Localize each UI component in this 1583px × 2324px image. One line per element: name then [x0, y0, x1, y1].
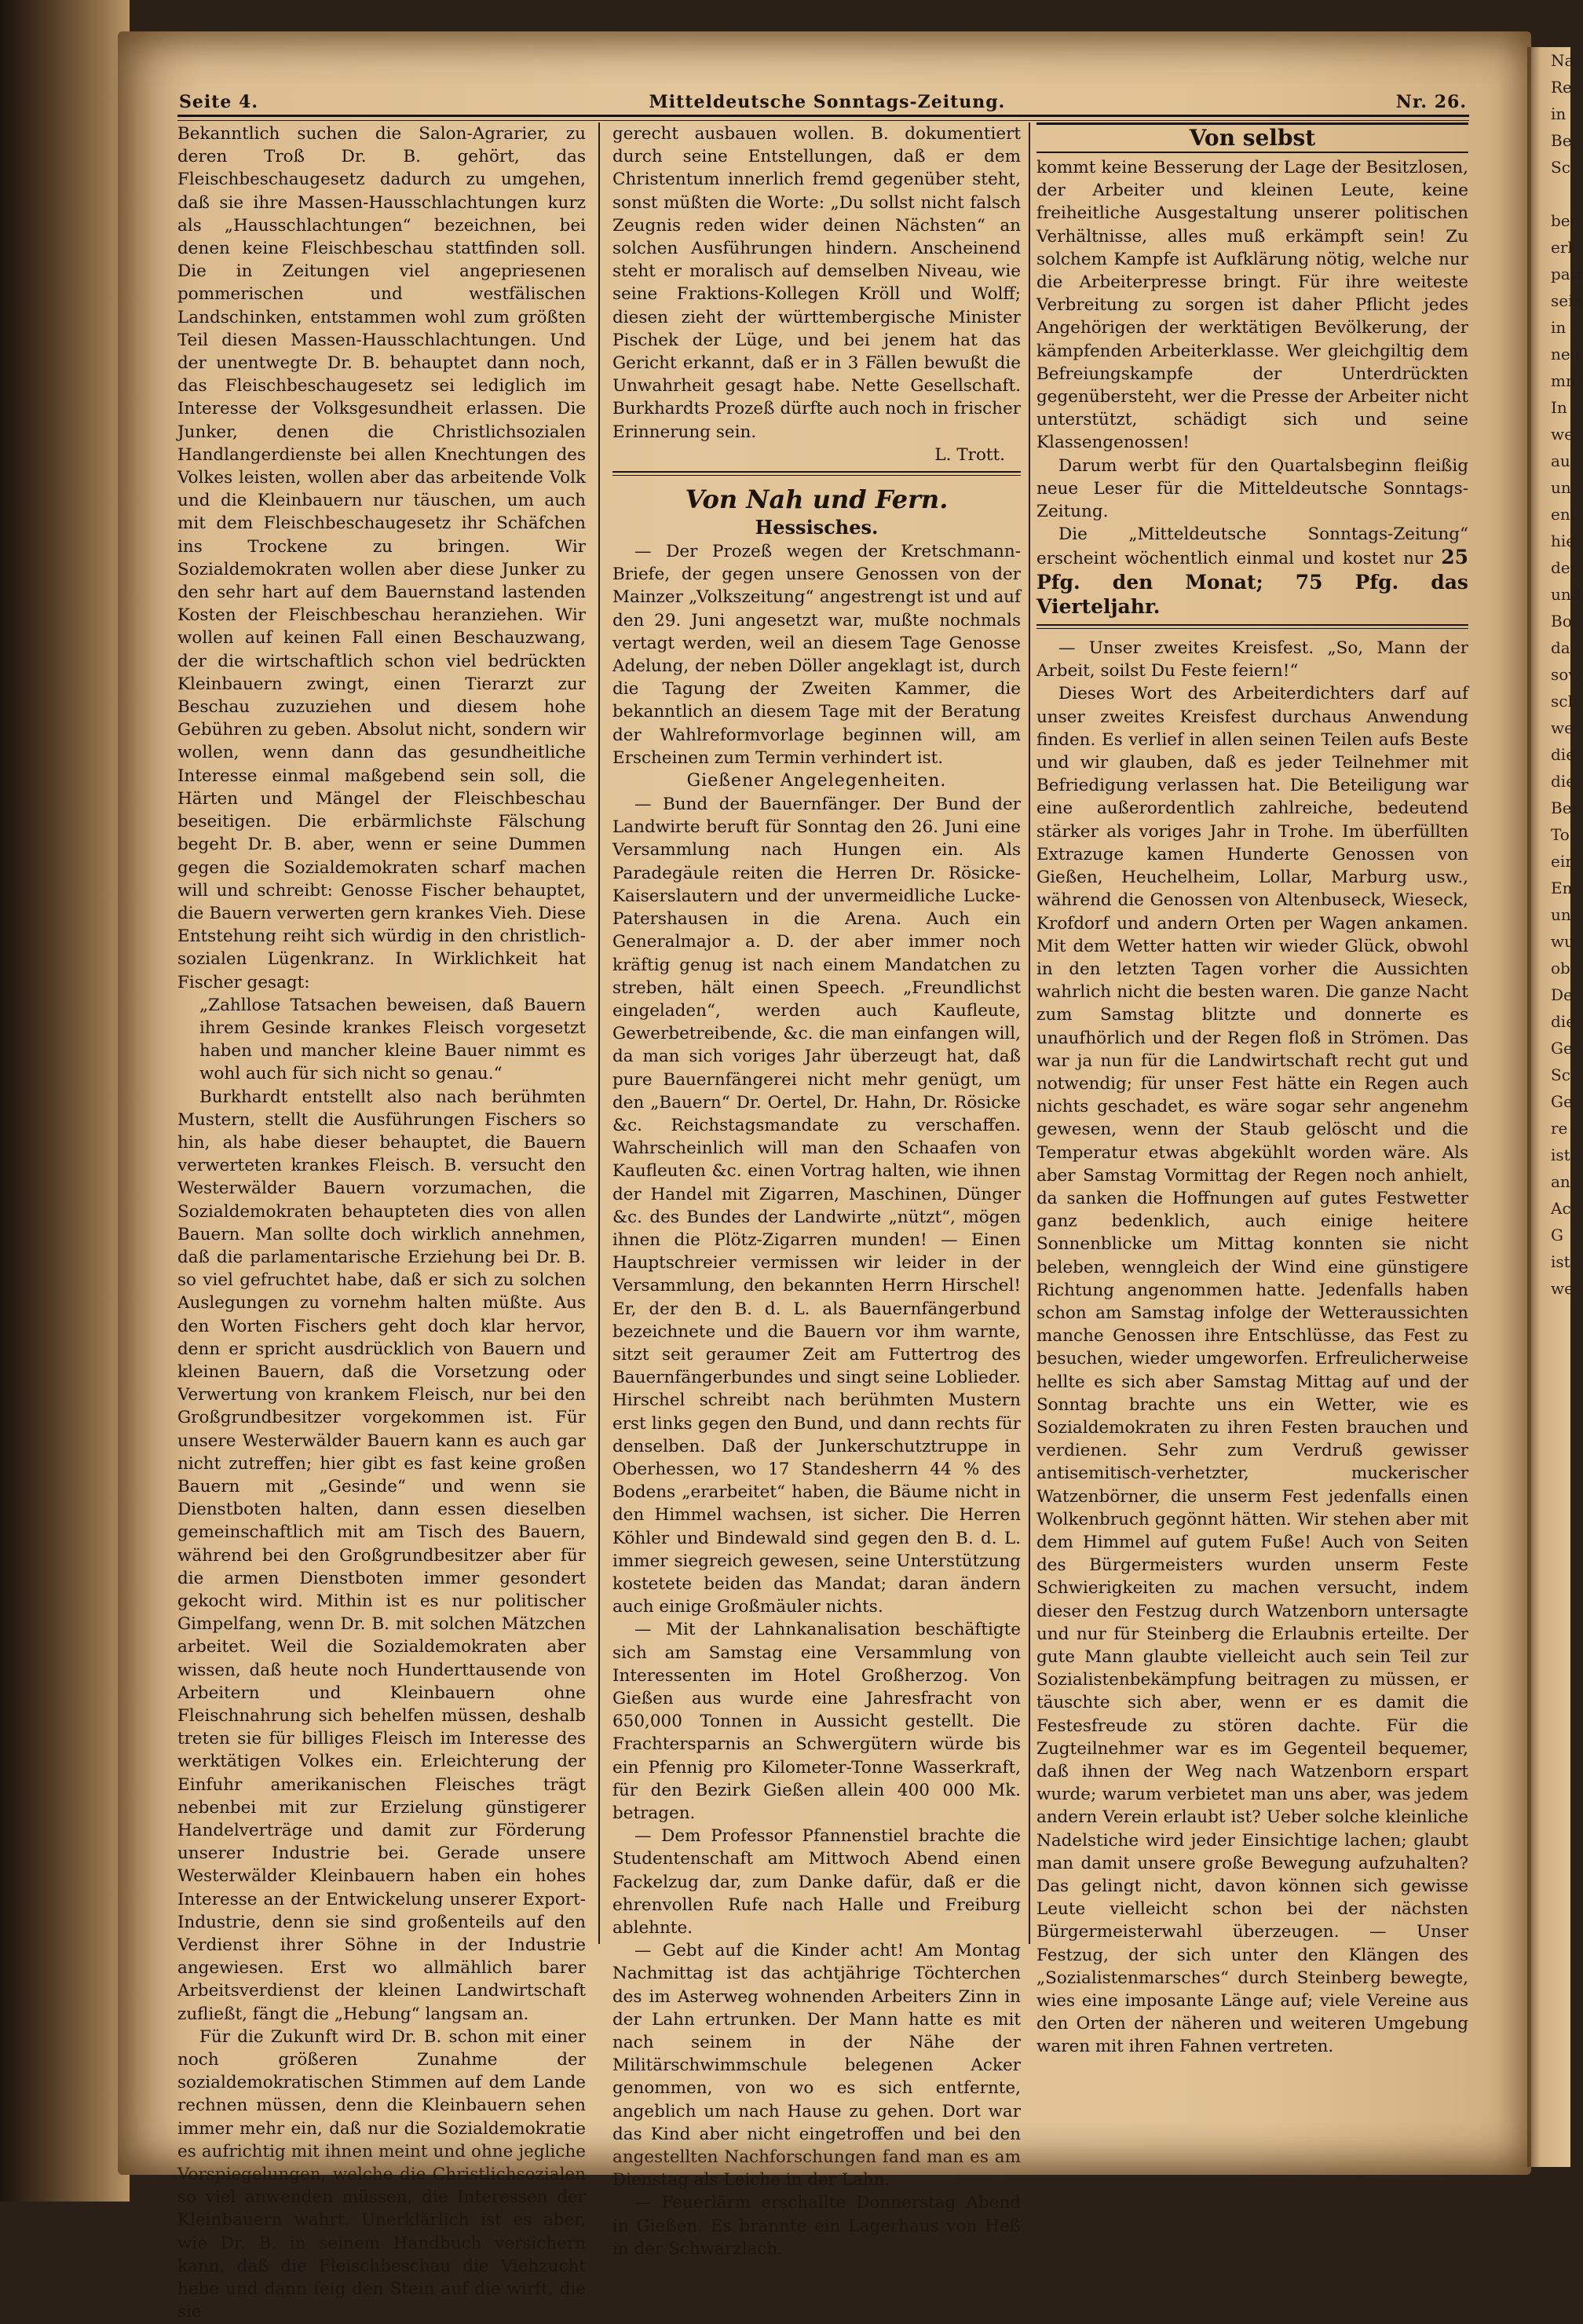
news-item: — Unser zweites Kreisfest. „So, Mann der Arbeit, soilst Du Feste feiern!“	[1036, 638, 1468, 681]
news-item: — Mit der Lahnkanalisation beschäftigte sich am Samstag eine Versammlung von Interessenten im Hotel Großherzog. Von Gießen aus wurde eine Jahresfracht von 650,000 Tonnen in Aussicht gestellt. Die Frachtersparnis an Schwergütern würde bis ein Pfennig pro Kilometer-Tonne Wasserkraft, für den Bezirk Gießen allein 400 000 Mk. betragen.	[612, 1620, 1021, 1824]
article-paragraph: Bekanntlich suchen die Salon-Agrarier, zu deren Troß Dr. B. gehört, das Fleischbeschaugesetz dadurch zu umgehen, daß sie ihre Massen-Hausschlachtungen kurz als „Hausschlachtungen“ bezeichnen, bei denen keine Fleischbeschau stattfinden soll. Die in Zeitungen viel angepriesenen pommerischen und westfälischen Landschinken, entstammen wohl zum größten Teil diesen Massen-Hausschlachtungen. Und der unentwegte Dr. B. behauptet dann noch, das Fleischbeschaugesetz sei lediglich im Interesse der Volksgesundheit erlassen. Die Junker, denen die Christlichsozialen Handlangerdienste bei allen Knechtungen des Volkes leisten, wollen aber das arbeitende Volk und die Kleinbauern nur täuschen, um auch mit dem Fleischbeschaugesetz ihr Schäfchen ins Trockene zu bringen. Wir Sozialdemokraten wollen aber diese Junker zu den sehr hart auf dem Bauernstand lastenden Kosten der Fleischbeschau heranziehen. Wir wollen auf keinen Fall einen Beschauzwang, der die wirtschaftlich schon viel bedrückten Kleinbauern zwingt, einen Tierarzt zur Beschau zuzuziehen und diesem hohe Gebühren zu geben. Absolut nicht, sondern wir wollen, wenn dann das gesundheitliche Interesse einmal maßgebend sein soll, die Härten und Mängel der Fleischbeschau beseitigen. Die erbärmlichste Fälschung begeht Dr. B. aber, wenn er seine Dummen gegen die Sozialdemokraten scharf machen will und schreibt: Genosse Fischer behauptet, die Bauern verwerten gern krankes Vieh. Diese Entstehung reiht sich würdig in den christlich-sozialen Lügenkranz. In Wirklichkeit hat Fischer gesagt:	[177, 124, 586, 992]
article-paragraph: Für die Zukunft wird Dr. B. schon mit einer noch größeren Zunahme der sozialdemokratischen Stimmen auf dem Lande rechnen müssen, denn die Kleinbauern sehen immer mehr ein, daß nur die Sozialdemokratie es aufrichtig mit ihnen meint und ohne jegliche Vorspiegelungen, welche die Christlichsozialen so viel anwenden müssen, die Interessen der Kleinbauern wahrt. Unerklärlich ist es aber, wie Dr. B. in seinem Handbuch versichern kann, daß die Fleischbeschau die Viehzucht hebe und dann feig den Stein auf die wirft, die sie	[177, 2026, 586, 2322]
news-item: — Der Prozeß wegen der Kretschmann-Briefe, der gegen unsere Genossen von der Mainzer „Volkszeitung“ angestrengt ist und auf den 29. Juni angesetzt war, mußte nochmals vertagt werden, weil an diesem Tage Genosse Adelung, der neben Döller angeklagt ist, durch die Tagung der Zweiten Kammer, die bekanntlich an diesem Tage mit der Beratung der Wahlreformvorlage beginnen will, am Erscheinen zum Termin verhindert ist.	[612, 542, 1021, 768]
section-rule	[1036, 624, 1468, 629]
adjacent-page-text-fragments: Na Re in Be Sc ber erk pari sein in neu mn In we au un ent hie der und Bo da sow sch we die die Ber To eir En un wu ob De die Ge Sc Ge re ist an Ac G ist we	[1551, 51, 1583, 1298]
issue-number: Nr. 26.	[1395, 92, 1467, 112]
subheading: Gießener Angelegenheiten.	[686, 771, 947, 791]
column-3	[1036, 122, 1469, 2057]
notice-paragraph: Darum werbt für den Quartalsbeginn fleißig neue Leser für die Mitteldeutsche Sonntags-Zeitung.	[1036, 455, 1468, 522]
subscription-notice	[1036, 523, 1468, 619]
section-title: Von Nah und Fern.	[685, 484, 949, 515]
adjacent-page-edge	[1527, 47, 1583, 2167]
header-rule	[177, 115, 1469, 121]
news-item: — Feuerlärm erschallte Donnerstag Abend in Gießen. Es brannte ein Lagerhaus von Heß in der Schwarzlach.	[612, 2193, 1021, 2259]
notice-paragraph: kommt keine Besserung der Lage der Besitzlosen, der Arbeiter und kleinen Leute, keine freiheitliche Ausgestaltung unserer politischen Verhältnisse, alles muß erkämpft sein! Zu solchem Kampfe ist Aufklärung nötig, welche nur die Arbeiterpresse bringt. Für ihre weiteste Verbreitung zu sorgen ist daher Pflicht jedes Angehörigen der werktätigen Bevölkerung, der kämpfenden Arbeiterklasse. Wer gleichgiltig dem Befreiungskampfe der Unterdrückten gegenübersteht, wer die Presse der Arbeiter nicht unterstützt, schädigt sich und seine Klassengenossen!	[1036, 158, 1469, 453]
article-paragraph: Burkhardt entstellt also nach berühmten Mustern, stellt die Ausführungen Fischers so hin, als habe dieser behauptet, die Bauern verwerteten krankes Fleisch. B. versucht den Westerwälder Bauern vorzumachen, die Sozialdemokraten behaupteten dies von allen Bauern. Man sollte doch wirklich annehmen, daß die parlamentarische Erziehung bei Dr. B. so viel gefruchtet habe, daß er sich zu solchen Auslegungen zu vornehm halten müßte. Aus den Worten Fischers geht doch klar hervor, denn er spricht ausdrücklich von Bauern und kleinen Bauern, daß die Vorsetzung oder Verwertung von krankem Fleisch, nur bei den Großgrundbesitzer vorgekommen ist. Für unsere Westerwälder Bauern kann es auch gar nicht zutreffen; hier gibt es fast keine großen Bauern mit „Gesinde“ und wenn sie Dienstboten halten, dann essen dieselben gemeinschaftlich mit am Tisch des Bauern, während bei den Großgrundbesitzer aber für die armen Dienstboten immer gesondert gekocht wird. Mithin ist es nur politischer Gimpelfang, wenn Dr. B. mit solchen Mätzchen arbeitet. Weil die Sozialdemokraten aber wissen, daß heute noch Hunderttausende von Arbeitern und Kleinbauern ohne Fleischnahrung sich behelfen müssen, deshalb treten sie für billiges Fleisch im Interesse des werktätigen Volkes ein. Erleichterung der Einfuhr amerikanischen Fleisches trägt nebenbei mit zur Erzielung günstigerer Handelverträge und damit zur Förderung unserer Industrie bei. Gerade unsere Westerwälder Kleinbauern haben ein hohes Interesse an der Entwickelung unserer Export-Industrie, denn sie sind großenteils auf den Verdienst ihrer Söhne in der Industrie angewiesen. Erst wo allmählich barer Arbeitsverdienst der kleinen Landwirtschaft zufließt, fängt die „Hebung“ langsam an.	[177, 1087, 586, 2024]
region-heading: Hessisches.	[755, 516, 879, 539]
masthead: Mitteldeutsche Sonntags-Zeitung.	[649, 92, 1006, 112]
column-divider	[1029, 122, 1030, 1944]
column-divider	[598, 122, 600, 1944]
news-item: — Dem Professor Pfannenstiel brachte die Studentenschaft am Mittwoch Abend einen Fackelzug dar, zum Danke dafür, daß er die ehrenvollen Rufe nach Halle und Freiburg ablehnte.	[612, 1826, 1021, 1938]
author-signature: L. Trott.	[934, 444, 1005, 465]
notice-title: Von selbst	[1036, 122, 1468, 153]
subscription-text: Die „Mitteldeutsche Sonntags-Zeitung“ erscheint wöchentlich einmal und kostet nur	[1036, 524, 1468, 569]
subscription-price: 25 Pfg. den Monat; 75 Pfg. das Vierteljahr.	[1036, 546, 1468, 618]
page-number: Seite 4.	[179, 92, 259, 112]
quotation: „Zahllose Tatsachen beweisen, daß Bauern ihrem Gesinde krankes Fleisch vorgesetzt haben und mancher kleine Bauer nimmt es wohl auch für sich nicht so genau.“	[199, 995, 586, 1084]
section-rule	[612, 471, 1021, 476]
news-item: Dieses Wort des Arbeiterdichters darf auf unser zweites Kreisfest durchaus Anwendung finden. Es verlief in allen seinen Teilen aufs Beste und wir glauben, daß es jeder Teilnehmer mit Befriedigung verlassen hat. Die Beteiligung war eine außerordentlich zahlreiche, bedeutend stärker als voriges Jahr in Trohe. Im überfüllten Extrazuge kamen Hunderte Genossen von Gießen, Heuchelheim, Lollar, Marburg usw., während die Genossen von Altenbuseck, Wieseck, Krofdorf und andern Orten per Wagen ankamen. Mit dem Wetter hatten wir wieder Glück, obwohl in den letzten Tagen vorher die Aussichten wahrlich nicht die besten waren. Die ganze Nacht zum Samstag blitzte und donnerte es unaufhörlich und der Regen floß in Strömen. Das war ja nun für die Landwirtschaft recht gut und notwendig; für unser Fest hätte ein Regen auch nichts geschadet, es wäre sogar sehr angenehm gewesen, wenn der Staub gelöscht und die Temperatur etwas abgekühlt worden wäre. Als aber Samstag Vormittag der Regen noch anhielt, da sanken die Hoffnungen auf gutes Festwetter ganz bedenklich, auch einige heitere Sonnenblicke um Mittag konnten sie nicht beleben, wenngleich der Wind eine günstigere Richtung angenommen hatte. Jedenfalls haben schon am Samstag infolge der Wetteraussichten manche Genossen ihre Entschlüsse, das Fest zu besuchen, wieder umgeworfen. Erfreulicherweise hellte es sich aber Samstag Mittag auf und der Sonntag brachte uns ein Wetter, wie es Sozialdemokraten zu ihren Festen brauchen und verdienen. Sehr zum Verdruß gewisser antisemitisch-verhetzter, muckerischer Watzenbörner, die unserm Fest jedenfalls einen Wolkenbruch gegönnt hätten. Wir stehen aber mit dem Himmel auf gutem Fuße! Auch von Seiten des Bürgermeisters wurden unserm Feste Schwierigkeiten zu machen versucht, indem dieser den Festzug durch Watzenborn untersagte und nur für Steinberg die Erlaubnis erteilte. Der gute Mann glaubte vielleicht auch sein Teil zur Sozialistenbekämpfung beitragen zu müssen, er täuschte sich aber, wenn er es damit die Festesfreude zu stören dachte. Für die Zugteilnehmer war es im Gegenteil bequemer, daß ihnen der Weg nach Watzenborn erspart wurde; warum verbietet man uns aber, was jedem andern Verein erlaubt ist? Ueber solche kleinliche Nadelstiche wird jeder Einsichtige lachen; glaubt man damit unsere große Bewegung aufzuhalten? Das gelingt nicht, davon können sich gewisse Leute vielleicht schon bei der nächsten Bürgermeisterwahl überzeugen. — Unser Festzug, der sich unter den Klängen des „Sozialistenmarsches“ durch Steinberg bewegte, wies eine imposante Länge auf; viele Vereine aus den Orten der näheren und weiteren Umgebung waren mit ihren Fahnen vertreten.	[1036, 684, 1468, 2057]
news-item: — Bund der Bauernfänger. Der Bund der Landwirte beruft für Sonntag den 26. Juni eine Versammlung nach Hungen ein. Als Paradegäule reiten die Herren Dr. Rösicke-Kaiserslautern und der unvermeidliche Lucke-Patershausen in die Arena. Auch ein Generalmajor a. D. der aber immer noch kräftig genug ist nach einem Mandatchen zu streben, hält einen Speech. „Freundlichst eingeladen“, werden auch Kaufleute, Gewerbetreibende, &c. die man einfangen will, da man sich voriges Jahr überzeugt hat, daß pure Bauernfängerei nicht mehr genügt, um den „Bauern“ Dr. Oertel, Dr. Hahn, Dr. Rösicke &c. Reichstagsmandate zu verschaffen. Wahrscheinlich will man den Schaafen von Kaufleuten &c. einen Vortrag halten, wie ihnen der Handel mit Zigarren, Maschinen, Dünger &c. des Bundes der Landwirte „nützt“, mögen ihnen die Plötz-Zigarren munden! — Einen Hauptschreier vermissen wir leider in der Versammlung, den bekannten Herrn Hirschel! Er, der den B. d. L. als Bauernfängerbund bezeichnete und die Bauern vor ihm warnte, sitzt seit geraumer Zeit am Futtertrog des Bauernfängerbundes und singt seine Loblieder. Hirschel schreibt nach berühmten Mustern erst links gegen den Bund, und dann rechts für denselben. Daß der Junkerschutztruppe in Oberhessen, wo 17 Standesherrn 44 % des Bodens „erarbeitet“ haben, die Bäume nicht in den Himmel wachsen, ist sicher. Die Herren Köhler und Bindewald sind gegen den B. d. L. immer siegreich gewesen, seine Unterstützung kostetete beiden das Mandat; daran ändern auch einige Großmäuler nichts.	[612, 795, 1021, 1617]
page-header	[179, 88, 1467, 116]
book-spine	[0, 0, 130, 2202]
column-2	[612, 122, 1021, 2259]
news-item: — Gebt auf die Kinder acht! Am Montag Nachmittag ist das achtjährige Töchterchen des im Asterweg wohnenden Arbeiters Zinn in der Lahn ertrunken. Der Mann hatte es mit nach seinem in der Nähe der Militärschwimmschule belegenen Acker genommen, von wo es sich entfernte, angeblich um nach Hause zu gehen. Dort war das Kind aber nicht eingetroffen und bei den angestellten Nachforschungen fand man es am Dienstag als Leiche in der Lahn.	[612, 1941, 1021, 2191]
column-1	[177, 122, 586, 2322]
article-paragraph: gerecht ausbauen wollen. B. dokumentiert durch seine Entstellungen, daß er dem Christentum innerlich fremd gegenüber steht, sonst müßten die Worte: „Du sollst nicht falsch Zeugnis reden wider deinen Nächsten“ an solchen Ausführungen hindern. Anscheinend steht er moralisch auf demselben Niveau, wie seine Fraktions-Kollegen Kröll und Wolff; diesen zieht der württembergische Minister Pischek der Lüge, und bei jenem hat das Gericht erkannt, daß er in 3 Fällen bewußt die Unwahrheit gesagt habe. Nette Gesellschaft. Burkhardts Prozeß dürfte auch noch in frischer Erinnerung sein.	[612, 124, 1021, 442]
